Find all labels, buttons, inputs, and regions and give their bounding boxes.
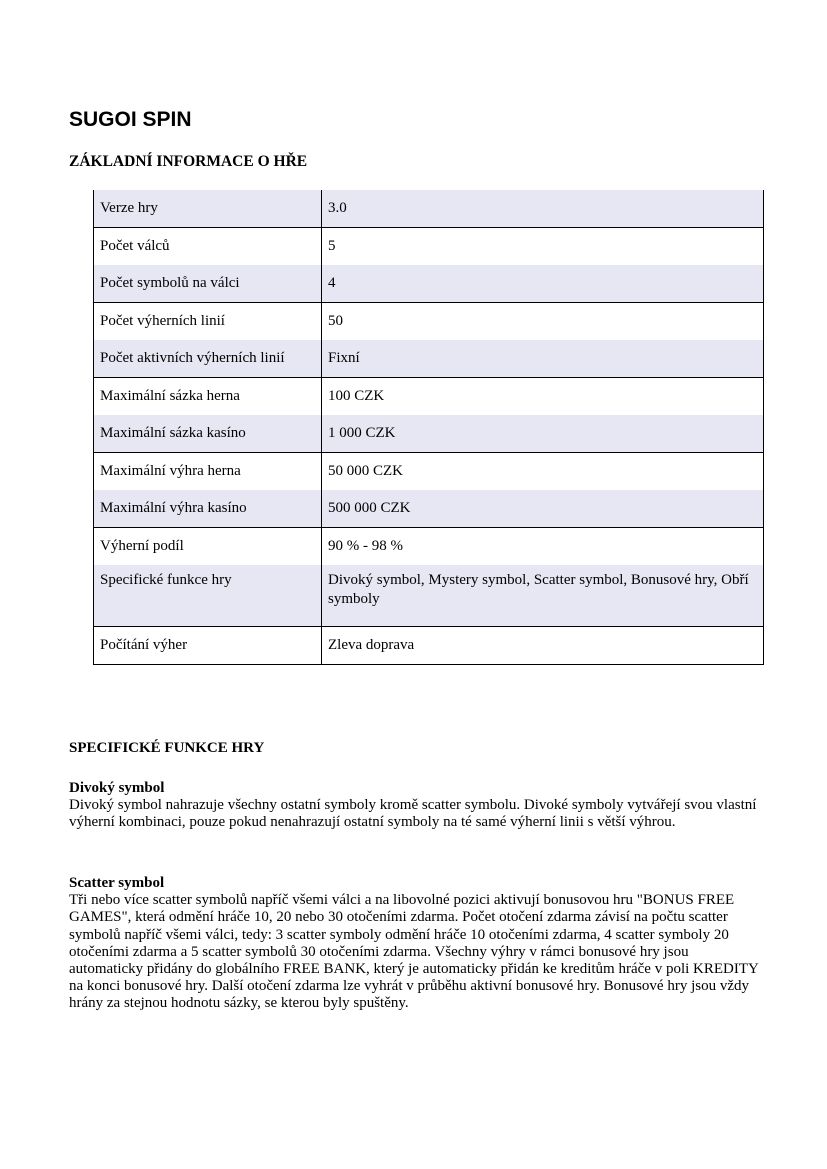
row-label: Výherní podíl [94, 528, 322, 566]
table-row [94, 565, 764, 627]
feature-title: Divoký symbol [69, 780, 165, 796]
row-value: 1 000 CZK [322, 415, 764, 453]
row-value: 90 % - 98 % [322, 528, 764, 566]
table-row [94, 265, 764, 303]
table-row [94, 627, 764, 665]
row-label: Počet symbolů na válci [94, 265, 322, 303]
row-value: Fixní [322, 340, 764, 378]
table-row [94, 378, 764, 416]
row-value: 100 CZK [322, 378, 764, 416]
table-row [94, 228, 764, 266]
row-label: Specifické funkce hry [94, 565, 322, 627]
table-row [94, 490, 764, 528]
basic-info-heading: ZÁKLADNÍ INFORMACE O HŘE [69, 153, 308, 170]
row-label: Počítání výher [94, 627, 322, 665]
table-row [94, 190, 764, 228]
table-row [94, 528, 764, 566]
row-value: 50 [322, 303, 764, 341]
row-value: 500 000 CZK [322, 490, 764, 528]
feature-scatter-symbol [69, 875, 759, 1013]
row-label: Počet aktivních výherních linií [94, 340, 322, 378]
feature-title: Scatter symbol [69, 875, 165, 891]
feature-text: Divoký symbol nahrazuje všechny ostatní symboly kromě scatter symbolu. Divoké symboly vytvářejí svou vlastní výherní kombinaci, pouze pokud nenahrazují ostatní symboly na té samé výherní linii s větší výhrou. [69, 797, 757, 831]
row-label: Maximální sázka herna [94, 378, 322, 416]
row-value: 50 000 CZK [322, 453, 764, 491]
table-row [94, 340, 764, 378]
row-label: Verze hry [94, 190, 322, 228]
table-row [94, 415, 764, 453]
table-row [94, 453, 764, 491]
feature-wild-symbol [69, 780, 759, 832]
row-value: Divoký symbol, Mystery symbol, Scatter symbol, Bonusové hry, Obří symboly [322, 565, 764, 627]
row-label: Maximální výhra kasíno [94, 490, 322, 528]
row-value: 5 [322, 228, 764, 266]
features-heading: SPECIFICKÉ FUNKCE HRY [69, 740, 265, 756]
document-title: SUGOI SPIN [69, 108, 192, 131]
row-label: Maximální sázka kasíno [94, 415, 322, 453]
row-value: Zleva doprava [322, 627, 764, 665]
table-row [94, 303, 764, 341]
row-value: 4 [322, 265, 764, 303]
basic-info-table [93, 190, 764, 665]
row-label: Maximální výhra herna [94, 453, 322, 491]
row-label: Počet výherních linií [94, 303, 322, 341]
row-value: 3.0 [322, 190, 764, 228]
feature-text: Tři nebo více scatter symbolů napříč všemi válci a na libovolné pozici aktivují bonusovou hru "BONUS FREE GAMES", která odmění hráče 10, 20 nebo 30 otočeními zdarma. Počet otočení zdarma závisí na počtu scatter symbolů napříč všemi válci, tedy: 3 scatter symboly odmění hráče 10 otočeními zdarma, 4 scatter symboly 20 otočeními zdarma a 5 scatter symbolů 30 otočeními zdarma. Všechny výhry v rámci bonusové hry jsou automaticky přidány do globálního FREE BANK, který je automaticky přidán ke kreditům hráče v poli KREDITY na konci bonusové hry. Další otočení zdarma lze vyhrát v průběhu aktivní bonusové hry. Bonusové hry jsou vždy hrány za stejnou hodnotu sázky, se kterou byly spuštěny. [69, 892, 759, 1012]
row-label: Počet válců [94, 228, 322, 266]
